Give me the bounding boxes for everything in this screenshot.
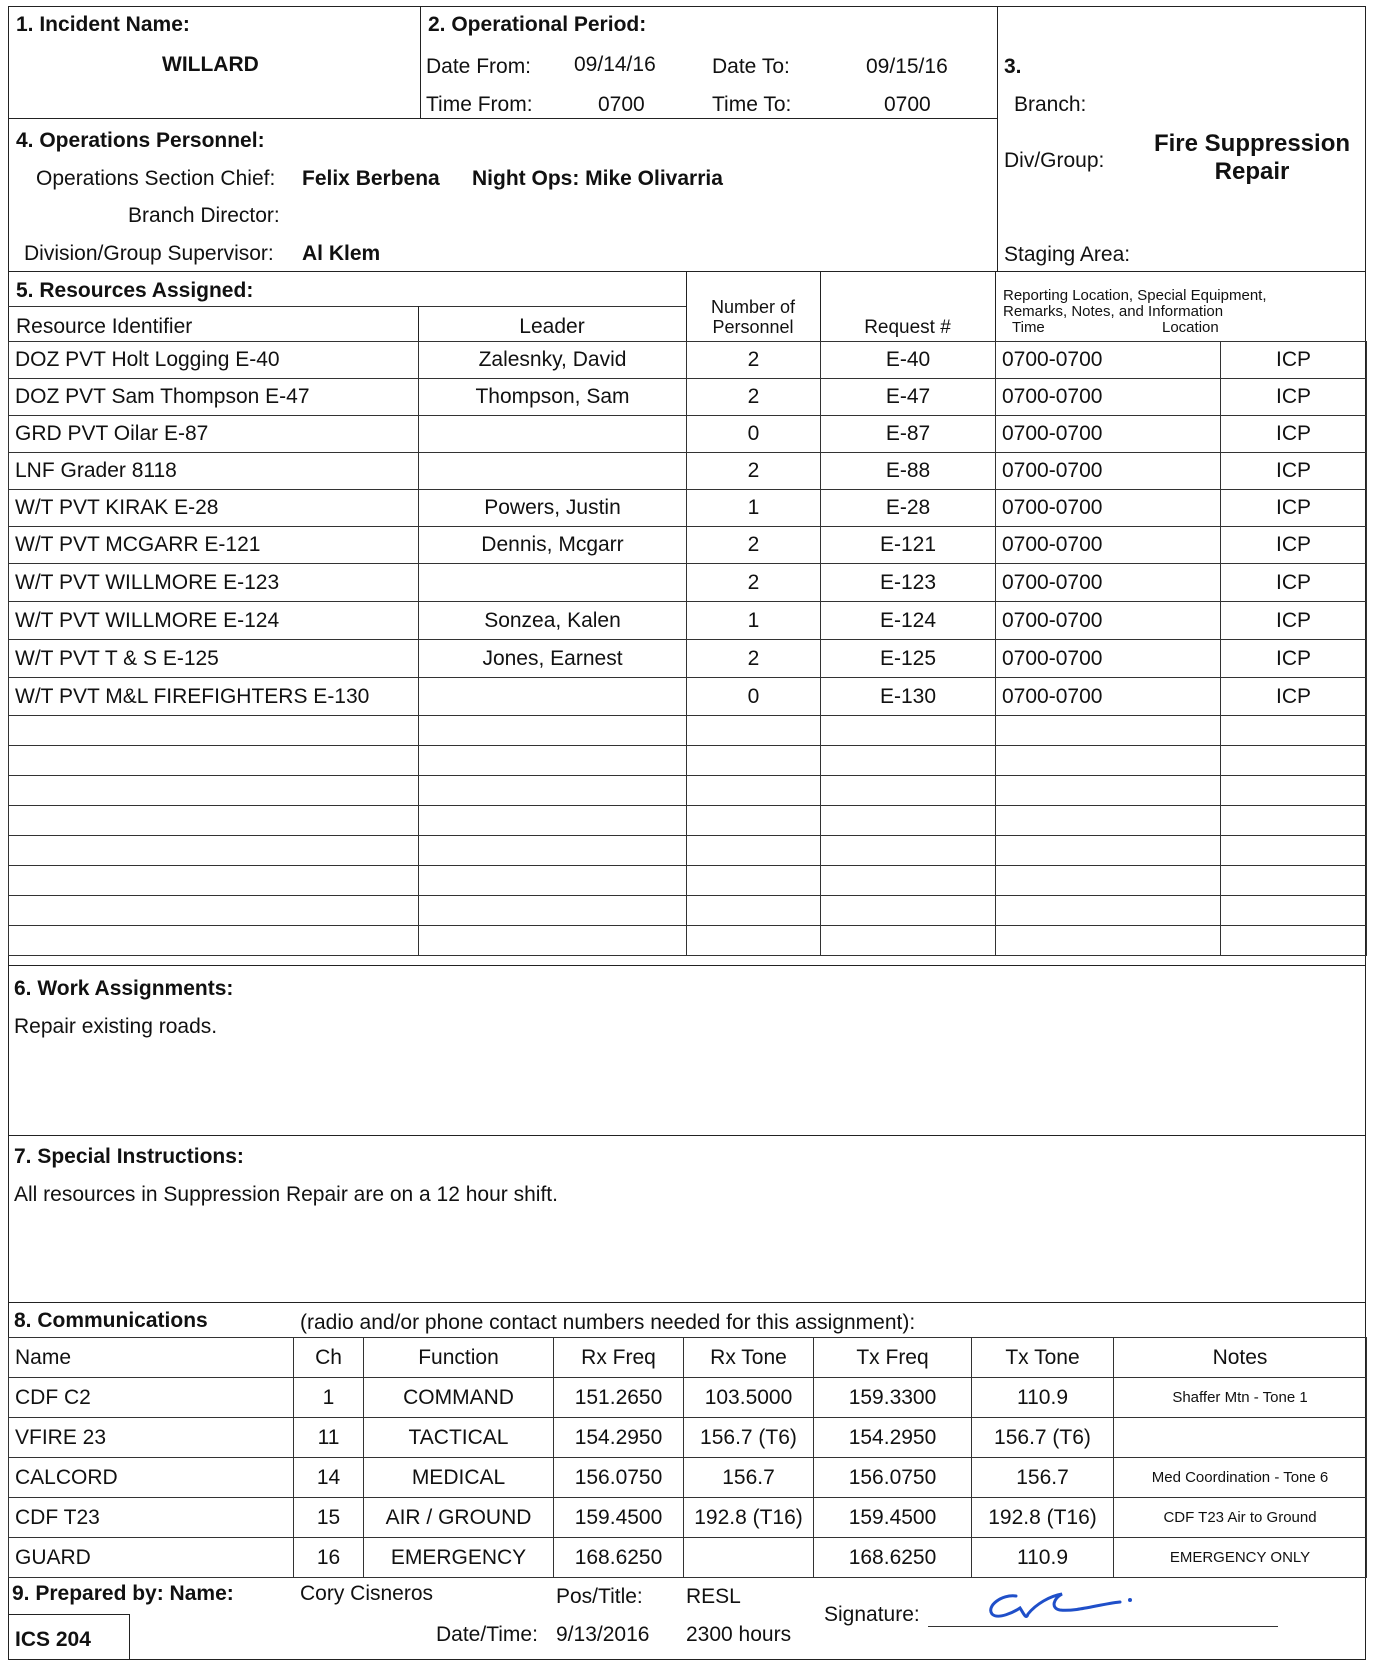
request-number: E-124 <box>821 602 996 640</box>
pos-title-label: Pos/Title: <box>556 1585 643 1608</box>
comm-rx-freq: 154.2950 <box>554 1418 684 1458</box>
comm-notes: CDF T23 Air to Ground <box>1114 1498 1367 1538</box>
comm-rx-freq: 168.6250 <box>554 1538 684 1578</box>
empty-cell <box>996 746 1221 776</box>
special-instructions-text: All resources in Suppression Repair are on a 12 hour shift. <box>14 1183 558 1206</box>
comm-rx-tone <box>684 1538 814 1578</box>
resource-identifier: GRD PVT Oilar E-87 <box>9 416 419 453</box>
empty-cell <box>687 896 821 926</box>
comm-tx-freq: 159.3300 <box>814 1378 972 1418</box>
reporting-location: ICP <box>1221 342 1367 379</box>
resources-table <box>8 341 1367 956</box>
col-personnel-line1: Number of <box>710 297 796 317</box>
pos-title-value: RESL <box>686 1585 741 1608</box>
empty-cell <box>9 746 419 776</box>
empty-cell <box>9 716 419 746</box>
empty-cell <box>9 926 419 956</box>
resource-row <box>9 453 1367 490</box>
empty-cell <box>996 716 1221 746</box>
personnel-count: 0 <box>687 416 821 453</box>
personnel-count: 2 <box>687 564 821 602</box>
divider <box>8 965 1366 966</box>
resource-row <box>9 379 1367 416</box>
request-number: E-121 <box>821 527 996 564</box>
comm-row <box>9 1378 1367 1418</box>
comm-notes <box>1114 1418 1367 1458</box>
empty-cell <box>687 866 821 896</box>
comm-name: CALCORD <box>9 1458 294 1498</box>
empty-cell <box>9 806 419 836</box>
comm-tx-freq: 159.4500 <box>814 1498 972 1538</box>
request-number: E-125 <box>821 640 996 678</box>
comm-tx-tone: 110.9 <box>972 1538 1114 1578</box>
request-number: E-28 <box>821 490 996 527</box>
comm-row <box>9 1458 1367 1498</box>
comm-rx-freq: 156.0750 <box>554 1458 684 1498</box>
divider <box>997 6 998 271</box>
request-number: E-87 <box>821 416 996 453</box>
incident-name-label: 1. Incident Name: <box>16 13 190 36</box>
resource-row-empty <box>9 746 1367 776</box>
empty-cell <box>687 746 821 776</box>
leader-name: Zalesnky, David <box>419 342 687 379</box>
prepared-by-name: Cory Cisneros <box>300 1582 434 1605</box>
resource-identifier: DOZ PVT Sam Thompson E-47 <box>9 379 419 416</box>
empty-cell <box>996 866 1221 896</box>
resource-identifier: W/T PVT T & S E-125 <box>9 640 419 678</box>
reporting-time: 0700-0700 <box>996 564 1221 602</box>
comm-channel: 1 <box>294 1378 364 1418</box>
resource-row <box>9 527 1367 564</box>
assignment-label: 3. <box>1004 55 1022 78</box>
empty-cell <box>419 776 687 806</box>
time-to-value: 0700 <box>884 93 931 116</box>
comm-rx-tone: 192.8 (T16) <box>684 1498 814 1538</box>
comm-function: EMERGENCY <box>364 1538 554 1578</box>
personnel-count: 2 <box>687 453 821 490</box>
col-location: Location <box>1162 319 1219 336</box>
comm-row <box>9 1538 1367 1578</box>
leader-name <box>419 678 687 716</box>
empty-cell <box>996 836 1221 866</box>
comm-tx-tone: 156.7 <box>972 1458 1114 1498</box>
divider <box>8 118 997 119</box>
resource-row-empty <box>9 836 1367 866</box>
request-number: E-130 <box>821 678 996 716</box>
col-request: Request # <box>864 317 951 338</box>
empty-cell <box>419 926 687 956</box>
empty-cell <box>419 836 687 866</box>
empty-cell <box>9 896 419 926</box>
time-from-value: 0700 <box>598 93 645 116</box>
empty-cell <box>9 776 419 806</box>
signature-label: Signature: <box>824 1603 920 1626</box>
reporting-time: 0700-0700 <box>996 453 1221 490</box>
empty-cell <box>821 806 996 836</box>
resource-row <box>9 342 1367 379</box>
empty-cell <box>419 866 687 896</box>
resource-row-empty <box>9 776 1367 806</box>
comm-header-row <box>9 1338 1367 1378</box>
comm-col-name: Name <box>9 1338 294 1378</box>
osc-label: Operations Section Chief: <box>36 167 276 190</box>
leader-name: Dennis, Mcgarr <box>419 527 687 564</box>
comm-channel: 15 <box>294 1498 364 1538</box>
empty-cell <box>821 746 996 776</box>
divider <box>995 271 996 341</box>
leader-name: Thompson, Sam <box>419 379 687 416</box>
reporting-location: ICP <box>1221 602 1367 640</box>
empty-cell <box>1221 926 1367 956</box>
reporting-time: 0700-0700 <box>996 379 1221 416</box>
special-instructions-label: 7. Special Instructions: <box>14 1145 244 1168</box>
staging-area-label: Staging Area: <box>1004 243 1131 266</box>
resource-row-empty <box>9 716 1367 746</box>
reporting-location: ICP <box>1221 490 1367 527</box>
operations-personnel-label: 4. Operations Personnel: <box>16 129 265 152</box>
dgs-value: Al Klem <box>302 242 381 265</box>
comm-col-ch: Ch <box>294 1338 364 1378</box>
resource-row-empty <box>9 896 1367 926</box>
prepared-date: 9/13/2016 <box>556 1623 650 1646</box>
empty-cell <box>821 836 996 866</box>
comm-rx-tone: 156.7 (T6) <box>684 1418 814 1458</box>
resource-row <box>9 416 1367 453</box>
resource-row-empty <box>9 866 1367 896</box>
resource-identifier: W/T PVT WILLMORE E-123 <box>9 564 419 602</box>
comm-col-function: Function <box>364 1338 554 1378</box>
dgs-label: Division/Group Supervisor: <box>24 242 274 265</box>
reporting-time: 0700-0700 <box>996 416 1221 453</box>
col-personnel-line2: Personnel <box>712 317 794 337</box>
empty-cell <box>9 866 419 896</box>
divider <box>8 1135 1366 1136</box>
divgroup-label: Div/Group: <box>1004 149 1105 172</box>
comm-function: COMMAND <box>364 1378 554 1418</box>
empty-cell <box>419 806 687 836</box>
resource-identifier: W/T PVT M&L FIREFIGHTERS E-130 <box>9 678 419 716</box>
date-from-value: 09/14/16 <box>574 53 656 76</box>
empty-cell <box>821 716 996 746</box>
comm-tx-freq: 154.2950 <box>814 1418 972 1458</box>
resource-row <box>9 640 1367 678</box>
empty-cell <box>1221 746 1367 776</box>
divider <box>420 6 421 118</box>
resource-identifier: W/T PVT MCGARR E-121 <box>9 527 419 564</box>
comm-rx-freq: 159.4500 <box>554 1498 684 1538</box>
comm-col-notes: Notes <box>1114 1338 1367 1378</box>
col-leader: Leader <box>519 315 585 338</box>
reporting-location: ICP <box>1221 527 1367 564</box>
divgroup-value-line2: Repair <box>1214 158 1290 185</box>
reporting-time: 0700-0700 <box>996 640 1221 678</box>
col-resource-identifier: Resource Identifier <box>16 315 193 338</box>
reporting-location: ICP <box>1221 564 1367 602</box>
resource-identifier: W/T PVT KIRAK E-28 <box>9 490 419 527</box>
reporting-location: ICP <box>1221 416 1367 453</box>
leader-name: Jones, Earnest <box>419 640 687 678</box>
leader-name <box>419 416 687 453</box>
comm-name: CDF C2 <box>9 1378 294 1418</box>
empty-cell <box>1221 896 1367 926</box>
resources-assigned-label: 5. Resources Assigned: <box>16 279 254 302</box>
communications-label: 8. Communications <box>14 1309 208 1332</box>
personnel-count: 0 <box>687 678 821 716</box>
incident-name-value: WILLARD <box>162 53 259 76</box>
personnel-count: 2 <box>687 640 821 678</box>
form-id-box <box>8 1614 130 1660</box>
empty-cell <box>687 716 821 746</box>
resource-row <box>9 490 1367 527</box>
night-ops-value: Night Ops: Mike Olivarria <box>472 167 723 190</box>
resource-identifier: DOZ PVT Holt Logging E-40 <box>9 342 419 379</box>
comm-name: GUARD <box>9 1538 294 1578</box>
resource-row <box>9 564 1367 602</box>
communications-table <box>8 1337 1367 1578</box>
comm-tx-tone: 156.7 (T6) <box>972 1418 1114 1458</box>
operational-period-label: 2. Operational Period: <box>428 13 647 36</box>
empty-cell <box>821 866 996 896</box>
resource-row-empty <box>9 926 1367 956</box>
comm-channel: 16 <box>294 1538 364 1578</box>
empty-cell <box>996 896 1221 926</box>
leader-name: Sonzea, Kalen <box>419 602 687 640</box>
empty-cell <box>419 896 687 926</box>
comm-tx-freq: 156.0750 <box>814 1458 972 1498</box>
col-time: Time <box>1012 319 1045 336</box>
work-assignments-text: Repair existing roads. <box>14 1015 218 1038</box>
leader-name <box>419 564 687 602</box>
time-to-label: Time To: <box>712 93 792 116</box>
divider <box>8 271 1366 272</box>
comm-function: AIR / GROUND <box>364 1498 554 1538</box>
empty-cell <box>1221 866 1367 896</box>
col-reporting-line2: Remarks, Notes, and Information <box>1003 303 1224 320</box>
leader-name <box>419 453 687 490</box>
comm-tx-tone: 192.8 (T16) <box>972 1498 1114 1538</box>
empty-cell <box>821 896 996 926</box>
request-number: E-47 <box>821 379 996 416</box>
divgroup-value-line1: Fire Suppression <box>1153 130 1351 157</box>
empty-cell <box>9 836 419 866</box>
reporting-location: ICP <box>1221 678 1367 716</box>
empty-cell <box>821 926 996 956</box>
reporting-time: 0700-0700 <box>996 602 1221 640</box>
reporting-time: 0700-0700 <box>996 678 1221 716</box>
request-number: E-88 <box>821 453 996 490</box>
empty-cell <box>687 926 821 956</box>
date-to-label: Date To: <box>712 55 790 78</box>
reporting-time: 0700-0700 <box>996 527 1221 564</box>
comm-function: TACTICAL <box>364 1418 554 1458</box>
personnel-count: 2 <box>687 379 821 416</box>
comm-function: MEDICAL <box>364 1458 554 1498</box>
comm-channel: 14 <box>294 1458 364 1498</box>
branch-label: Branch: <box>1014 93 1087 116</box>
resource-row <box>9 602 1367 640</box>
personnel-count: 2 <box>687 527 821 564</box>
signature-image <box>980 1584 1150 1630</box>
reporting-time: 0700-0700 <box>996 342 1221 379</box>
personnel-count: 2 <box>687 342 821 379</box>
resource-row <box>9 678 1367 716</box>
comm-col-rx-tone: Rx Tone <box>684 1338 814 1378</box>
request-number: E-123 <box>821 564 996 602</box>
comm-col-tx-tone: Tx Tone <box>972 1338 1114 1378</box>
comm-rx-tone: 156.7 <box>684 1458 814 1498</box>
branch-director-label: Branch Director: <box>128 204 280 227</box>
comm-name: VFIRE 23 <box>9 1418 294 1458</box>
empty-cell <box>687 776 821 806</box>
prepared-time: 2300 hours <box>686 1623 792 1646</box>
col-reporting-line1: Reporting Location, Special Equipment, <box>1003 287 1267 304</box>
resource-row-empty <box>9 806 1367 836</box>
empty-cell <box>687 836 821 866</box>
empty-cell <box>419 716 687 746</box>
comm-tx-tone: 110.9 <box>972 1378 1114 1418</box>
comm-col-rx-freq: Rx Freq <box>554 1338 684 1378</box>
empty-cell <box>996 776 1221 806</box>
comm-notes: Shaffer Mtn - Tone 1 <box>1114 1378 1367 1418</box>
divider <box>8 1302 1366 1303</box>
comm-row <box>9 1418 1367 1458</box>
empty-cell <box>687 806 821 836</box>
personnel-count: 1 <box>687 490 821 527</box>
empty-cell <box>821 776 996 806</box>
comm-channel: 11 <box>294 1418 364 1458</box>
reporting-location: ICP <box>1221 379 1367 416</box>
work-assignments-label: 6. Work Assignments: <box>14 977 234 1000</box>
form-id: ICS 204 <box>15 1628 91 1651</box>
osc-value: Felix Berbena <box>302 167 440 190</box>
time-from-label: Time From: <box>426 93 533 116</box>
comm-name: CDF T23 <box>9 1498 294 1538</box>
comm-col-tx-freq: Tx Freq <box>814 1338 972 1378</box>
datetime-label: Date/Time: <box>436 1623 538 1646</box>
comm-notes: EMERGENCY ONLY <box>1114 1538 1367 1578</box>
reporting-time: 0700-0700 <box>996 490 1221 527</box>
empty-cell <box>996 926 1221 956</box>
reporting-location: ICP <box>1221 640 1367 678</box>
resource-identifier: LNF Grader 8118 <box>9 453 419 490</box>
divider <box>8 306 686 307</box>
empty-cell <box>1221 776 1367 806</box>
request-number: E-40 <box>821 342 996 379</box>
comm-tx-freq: 168.6250 <box>814 1538 972 1578</box>
reporting-location: ICP <box>1221 453 1367 490</box>
empty-cell <box>419 746 687 776</box>
comm-rx-freq: 151.2650 <box>554 1378 684 1418</box>
empty-cell <box>1221 836 1367 866</box>
empty-cell <box>1221 716 1367 746</box>
leader-name: Powers, Justin <box>419 490 687 527</box>
date-to-value: 09/15/16 <box>866 55 948 78</box>
personnel-count: 1 <box>687 602 821 640</box>
empty-cell <box>996 806 1221 836</box>
comm-row <box>9 1498 1367 1538</box>
comm-notes: Med Coordination - Tone 6 <box>1114 1458 1367 1498</box>
empty-cell <box>1221 806 1367 836</box>
communications-subtitle: (radio and/or phone contact numbers needed for this assignment): <box>300 1311 916 1334</box>
date-from-label: Date From: <box>426 55 532 78</box>
prepared-by-label: 9. Prepared by: Name: <box>12 1582 234 1605</box>
comm-rx-tone: 103.5000 <box>684 1378 814 1418</box>
resource-identifier: W/T PVT WILLMORE E-124 <box>9 602 419 640</box>
